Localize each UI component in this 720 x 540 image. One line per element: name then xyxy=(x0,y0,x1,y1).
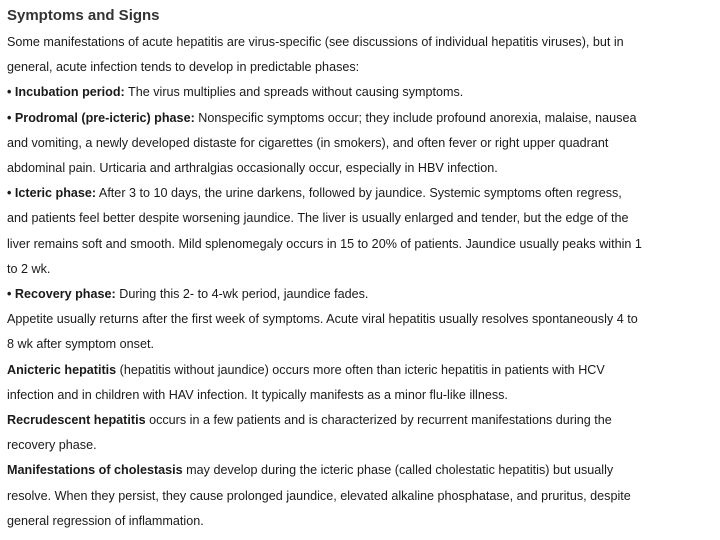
text-line xyxy=(7,488,631,504)
term-label: Anicteric hepatitis xyxy=(7,363,117,377)
line-text: Appetite usually returns after the first week of symptoms. Acute viral hepatitis usually resolves spontaneously 4 to xyxy=(7,312,638,326)
term-label: • Icteric phase: xyxy=(7,186,97,200)
line-text: recovery phase. xyxy=(7,438,97,452)
term-label: • Prodromal (pre-icteric) phase: xyxy=(7,111,195,125)
line-text: 8 wk after symptom onset. xyxy=(7,337,154,351)
text-line xyxy=(7,336,154,352)
line-text: During this 2- to 4-wk period, jaundice fades. xyxy=(115,287,369,301)
line-text: general regression of inflammation. xyxy=(7,514,204,528)
text-line xyxy=(7,362,605,378)
term-label: Recrudescent hepatitis xyxy=(7,413,146,427)
text-line xyxy=(7,210,628,226)
text-line xyxy=(7,462,613,478)
text-line xyxy=(7,84,463,100)
line-text: resolve. When they persist, they cause prolonged jaundice, elevated alkaline phosphatase, and pruritus, despite xyxy=(7,489,631,503)
line-text: liver remains soft and smooth. Mild splenomegaly occurs in 15 to 20% of patients. Jaundice usually peaks within 1 xyxy=(7,237,642,251)
term-label: • Incubation period: xyxy=(7,85,125,99)
line-text: Some manifestations of acute hepatitis are virus-specific (see discussions of individual hepatitis viruses), but in xyxy=(7,35,624,49)
text-line xyxy=(7,387,508,403)
term-label: Manifestations of cholestasis xyxy=(7,463,183,477)
line-text: may develop during the icteric phase (called cholestatic hepatitis) but usually xyxy=(182,463,614,477)
line-text: to 2 wk. xyxy=(7,262,51,276)
text-line xyxy=(7,110,636,126)
line-text: After 3 to 10 days, the urine darkens, followed by jaundice. Systemic symptoms often regress, xyxy=(96,186,622,200)
line-text: infection and in children with HAV infection. It typically manifests as a minor flu-like illness. xyxy=(7,388,508,402)
line-text: (hepatitis without jaundice) occurs more often than icteric hepatitis in patients with HCV xyxy=(116,363,605,377)
line-text: and vomiting, a newly developed distaste for cigarettes (in smokers), and often fever or right upper quadrant xyxy=(7,136,609,150)
line-text: and patients feel better despite worsening jaundice. The liver is usually enlarged and tender, but the edge of the xyxy=(7,211,629,225)
text-line xyxy=(7,286,368,302)
line-text: abdominal pain. Urticaria and arthralgias occasionally occur, especially in HBV infection. xyxy=(7,161,498,175)
text-line xyxy=(7,513,204,529)
text-line xyxy=(7,135,608,151)
text-line xyxy=(7,160,498,176)
term-label: • Recovery phase: xyxy=(7,287,116,301)
text-line xyxy=(7,412,612,428)
line-text: Nonspecific symptoms occur; they include profound anorexia, malaise, nausea xyxy=(194,111,637,125)
text-line xyxy=(7,185,622,201)
text-line xyxy=(7,261,50,277)
text-line xyxy=(7,236,642,252)
line-text: occurs in a few patients and is characterized by recurrent manifestations during the xyxy=(145,413,612,427)
line-text: The virus multiplies and spreads without causing symptoms. xyxy=(124,85,464,99)
text-line xyxy=(7,311,638,327)
text-line xyxy=(7,437,97,453)
section-heading: Symptoms and Signs xyxy=(7,7,160,24)
line-text: general, acute infection tends to develop in predictable phases: xyxy=(7,60,360,74)
text-line xyxy=(7,34,624,50)
text-line xyxy=(7,59,359,75)
